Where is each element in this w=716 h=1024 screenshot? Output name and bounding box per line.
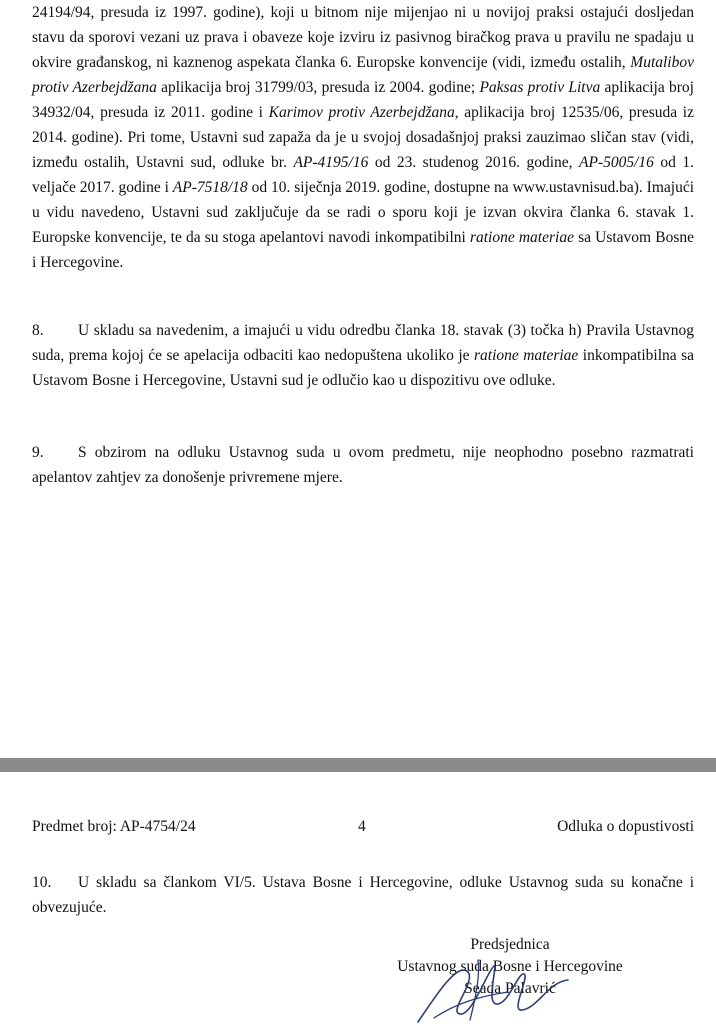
case-citation: Karimov protiv Azerbejdžana <box>268 104 455 121</box>
paragraph-text: sa Ustavom Bosne i Hercegovine. <box>32 229 694 271</box>
paragraph-text: , aplikacija broj 12535/06, presuda iz 2014. godine). Pri tome, Ustavni sud zapaža da je u svojoj dosadašnjoj praksi zauzimao sličan stav (vidi, između ostalih, Ustavni sud, odluke br. <box>32 104 694 171</box>
page-divider <box>0 758 716 772</box>
paragraph-9 <box>32 440 694 490</box>
paragraph-text: od 23. studenog 2016. godine, <box>368 154 580 171</box>
latin-term: ratione materiae <box>473 347 579 364</box>
signatory-name: Seada Palavrić <box>464 980 556 997</box>
paragraph-number: 8. <box>32 322 44 339</box>
document-type: Odluka o dopustivosti <box>557 818 694 835</box>
paragraph-8 <box>32 318 694 393</box>
signatory-title: Predsjednica <box>470 936 550 953</box>
handwritten-signature <box>398 952 598 1024</box>
decision-reference: AP-5005/16 <box>579 154 654 171</box>
paragraph-text: od 10. siječnja 2019. godine, dostupne na www.ustavnisud.ba). Imajući u vidu navedeno, Ustavni sud zaključuje da se radi o sporu koji je izvan okvira članka 6. stavak 1. Europske konvencije, te da su stoga apelantovi navodi inkompatibilni <box>32 179 695 246</box>
case-number: Predmet broj: AP-4754/24 <box>32 818 196 835</box>
paragraph-10 <box>32 870 694 920</box>
paragraph-text: aplikacija broj 31799/03, presuda iz 2004. godine; <box>156 79 480 96</box>
case-citation: Paksas protiv Litva <box>479 79 601 96</box>
page-footer <box>32 818 694 840</box>
case-citation: Mutalibov protiv Azerbejdžana <box>32 54 694 96</box>
paragraph-text: aplikacija broj 34932/04, presuda iz 2011. godine i <box>32 79 694 121</box>
page-number: 4 <box>358 818 366 835</box>
paragraph-text: 24194/94, presuda iz 1997. godine), koji u bitnom nije mijenjao ni u novijoj praksi ostajući dosljedan stavu da sporovi vezani uz prava i obaveze koje izviru iz pasivnog biračkog prava u pravilu ne spadaju u okvire građanskog, ni kaznenog aspekata članka 6. Europske konvencije (vidi, između ostalih, <box>32 4 694 71</box>
paragraph-text: od 1. veljače 2017. godine i <box>32 154 695 196</box>
paragraph-text: inkompatibilna sa Ustavom Bosne i Hercegovine, Ustavni sud je odlučio kao u dispozitivu ove odluke. <box>32 347 695 389</box>
paragraph-text: S obzirom na odluku Ustavnog suda u ovom predmetu, nije neophodno posebno razmatrati apelantov zahtjev za donošenje privremene mjere. <box>32 444 694 486</box>
latin-term: ratione materiae <box>469 229 574 246</box>
paragraph-number: 9. <box>32 444 44 461</box>
decision-reference: AP-7518/18 <box>172 179 248 196</box>
institution-name: Ustavnog suda Bosne i Hercegovine <box>397 958 623 975</box>
paragraph-number: 10. <box>32 874 52 891</box>
decision-reference: AP-4195/16 <box>293 154 369 171</box>
paragraph-text: U skladu sa navedenim, a imajući u vidu odredbu članka 18. stavak (3) točka h) Pravila Ustavnog suda, prema kojoj će se apelacija odbaciti kao nedopuštena ukoliko je <box>32 322 694 364</box>
continued-paragraph <box>32 0 694 275</box>
paragraph-text: U skladu sa člankom VI/5. Ustava Bosne i Hercegovine, odluke Ustavnog suda su konačne i obvezujuće. <box>32 874 694 916</box>
